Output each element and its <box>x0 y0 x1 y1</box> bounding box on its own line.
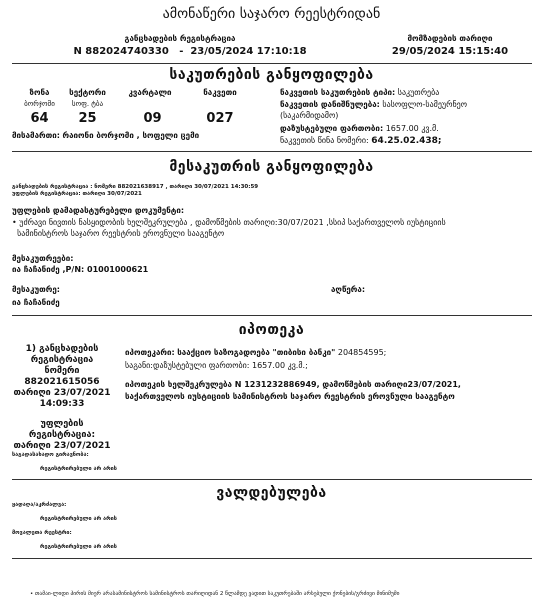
mortgage-app-date: თარიღი 23/07/2021 <box>13 388 111 398</box>
prev-number-row <box>280 136 540 146</box>
code-sub: ბორჯომი <box>24 100 55 108</box>
address-row <box>12 131 272 140</box>
owner-value <box>12 265 148 274</box>
mortgage-app-label: რეგისტრაცია <box>30 355 94 365</box>
seizure-label: ყადაღა/აკრძალვა: <box>12 502 67 508</box>
code-label: ზონა <box>29 88 50 97</box>
basis-value: • უძრავი ნივთის ნასყიდობის ხელშეკრულება , დამოწმების თარიღი:30/07/2021 ,სსიპ საქართველოს იუსტიციის <box>12 218 446 227</box>
code-label: კვარტალი <box>128 88 172 97</box>
owners-section-title: მესაკუთრის განყოფილება <box>169 159 374 175</box>
purpose-label: ნაკვეთის დანიშნულება: <box>280 100 380 109</box>
mortgage-section-title: იპოთეკა <box>238 322 305 338</box>
application-value: N 882024740330 - 23/05/2024 17:10:18 <box>73 46 307 57</box>
area-label: დაზუსტებული ფართობი: <box>280 124 384 133</box>
description-label: აღწერა: <box>331 285 366 294</box>
owners-reg-line: განცხადების რეგისტრაცია : ნომერი 882021638917 , თარიღი 30/07/2021 14:30:59 <box>12 184 259 190</box>
divider <box>12 63 532 64</box>
mortgagee-row <box>125 348 535 357</box>
mortgage-app-label: ნომერი <box>44 366 80 376</box>
footer-note: • თამაი-ლიდი პირის მიერ არასამინისტროს სამინისტროს თარიღიდან 2 წლამდე ვადით საკუთრებაში არსებული ქონების/გრძივი მინიმუმი <box>30 591 400 597</box>
mortgagee-id: 204854595; <box>337 348 387 357</box>
mortgage-contract: იპოთეკის ხელშეკრულება N 1231232886949, დამოწმების თარიღი23/07/2021, <box>125 380 461 389</box>
debtors-value: რეგისტრირებული არ არის <box>40 544 117 550</box>
mortgage-app-time: 14:09:33 <box>39 399 85 409</box>
mortgage-subject: საგანი:დაზუსტებული ფართობი: 1657.00 კვ.მ.; <box>125 361 308 370</box>
property-section-title: საკუთრების განყოფილება <box>169 67 374 83</box>
document-title: ამონაწერი საჯარო რეესტრიდან <box>162 6 381 22</box>
mortgage-contract-cont: საქართველოს იუსტიციის სამინისტროს საჯარო რეესტრის ეროვნული სააგენტო <box>125 392 455 401</box>
debts-section-title: ვალდებულება <box>216 485 327 501</box>
mortgagee-value: სააქციო საზოგადოება "თიბისი ბანკი" <box>177 348 336 357</box>
address-label: მისამართი: <box>12 131 60 140</box>
prev-number-value: 64.25.02.438; <box>371 136 442 146</box>
owner2-value: ია ჩაჩანიძე <box>12 298 60 307</box>
prep-date-label: მომზადების თარიღი <box>407 34 493 43</box>
divider <box>12 558 532 559</box>
code-label: ნაკვეთი <box>203 88 237 97</box>
owner2-label: მესაკუთრე: <box>12 285 60 294</box>
divider <box>12 315 532 316</box>
address-value: რაიონი ბორჯომი , სოფელი ცემი <box>62 131 200 140</box>
prep-date-value: 29/05/2024 15:15:40 <box>391 46 509 57</box>
basis-label: უფლების დამადასტურებელი დოკუმენტი: <box>12 206 185 215</box>
mortgage-app-number: 882021615056 <box>24 377 100 387</box>
purpose-row <box>280 100 540 109</box>
tax-lien-label: საგადასახადო გირავნობა: <box>12 452 89 458</box>
code-value: 25 <box>78 111 97 126</box>
mortgage-right-block <box>12 419 112 452</box>
code-sub: სოფ. ტბა <box>71 100 104 108</box>
mortgage-app-block <box>12 344 112 410</box>
area-value: 1657.00 კვ.მ. <box>385 124 439 133</box>
area-row <box>280 124 540 133</box>
purpose-value-cont: (საკარმიდამო) <box>280 111 339 120</box>
right-reg-label: რეგისტრაცია: <box>28 430 96 440</box>
mortgagee-label: იპოთეკარი: <box>125 348 175 357</box>
divider <box>12 151 532 152</box>
code-value: 09 <box>143 111 162 126</box>
mortgage-app-label: 1) განცხადების <box>25 344 99 354</box>
purpose-value: სასოფლო-სამეურნეო <box>382 100 467 109</box>
debtors-label: მოვალეთა რეესტრი: <box>12 530 72 536</box>
right-reg-label: უფლების <box>40 419 84 429</box>
seizure-value: რეგისტრირებული არ არის <box>40 516 117 522</box>
code-label: სექტორი <box>69 88 106 97</box>
right-reg-date: თარიღი 23/07/2021 <box>13 441 111 451</box>
code-value: 027 <box>206 111 234 126</box>
property-type-label: ნაკვეთის საკუთრების ტიპი: <box>280 88 396 97</box>
application-label: განცხადების რეგისტრაცია <box>124 34 236 43</box>
owners-right-reg-line: უფლების რეგისტრაცია: თარიღი 30/07/2021 <box>12 191 142 197</box>
property-type-value: საკუთრება <box>397 88 440 97</box>
owners-label: მესაკუთრეები: <box>12 254 74 263</box>
prev-number-label: ნაკვეთის წინა ნომერი: <box>280 136 369 145</box>
tax-lien-value: რეგისტრირებული არ არის <box>40 466 117 472</box>
divider <box>12 479 532 480</box>
basis-value-cont: სამინისტროს საჯარო რეესტრის ეროვნული სააგენტო <box>12 229 225 238</box>
owner-name: ია ჩაჩანიძე ,P/N: 01001000621 <box>12 265 149 274</box>
code-value: 64 <box>30 111 49 126</box>
property-type-row <box>280 88 540 97</box>
